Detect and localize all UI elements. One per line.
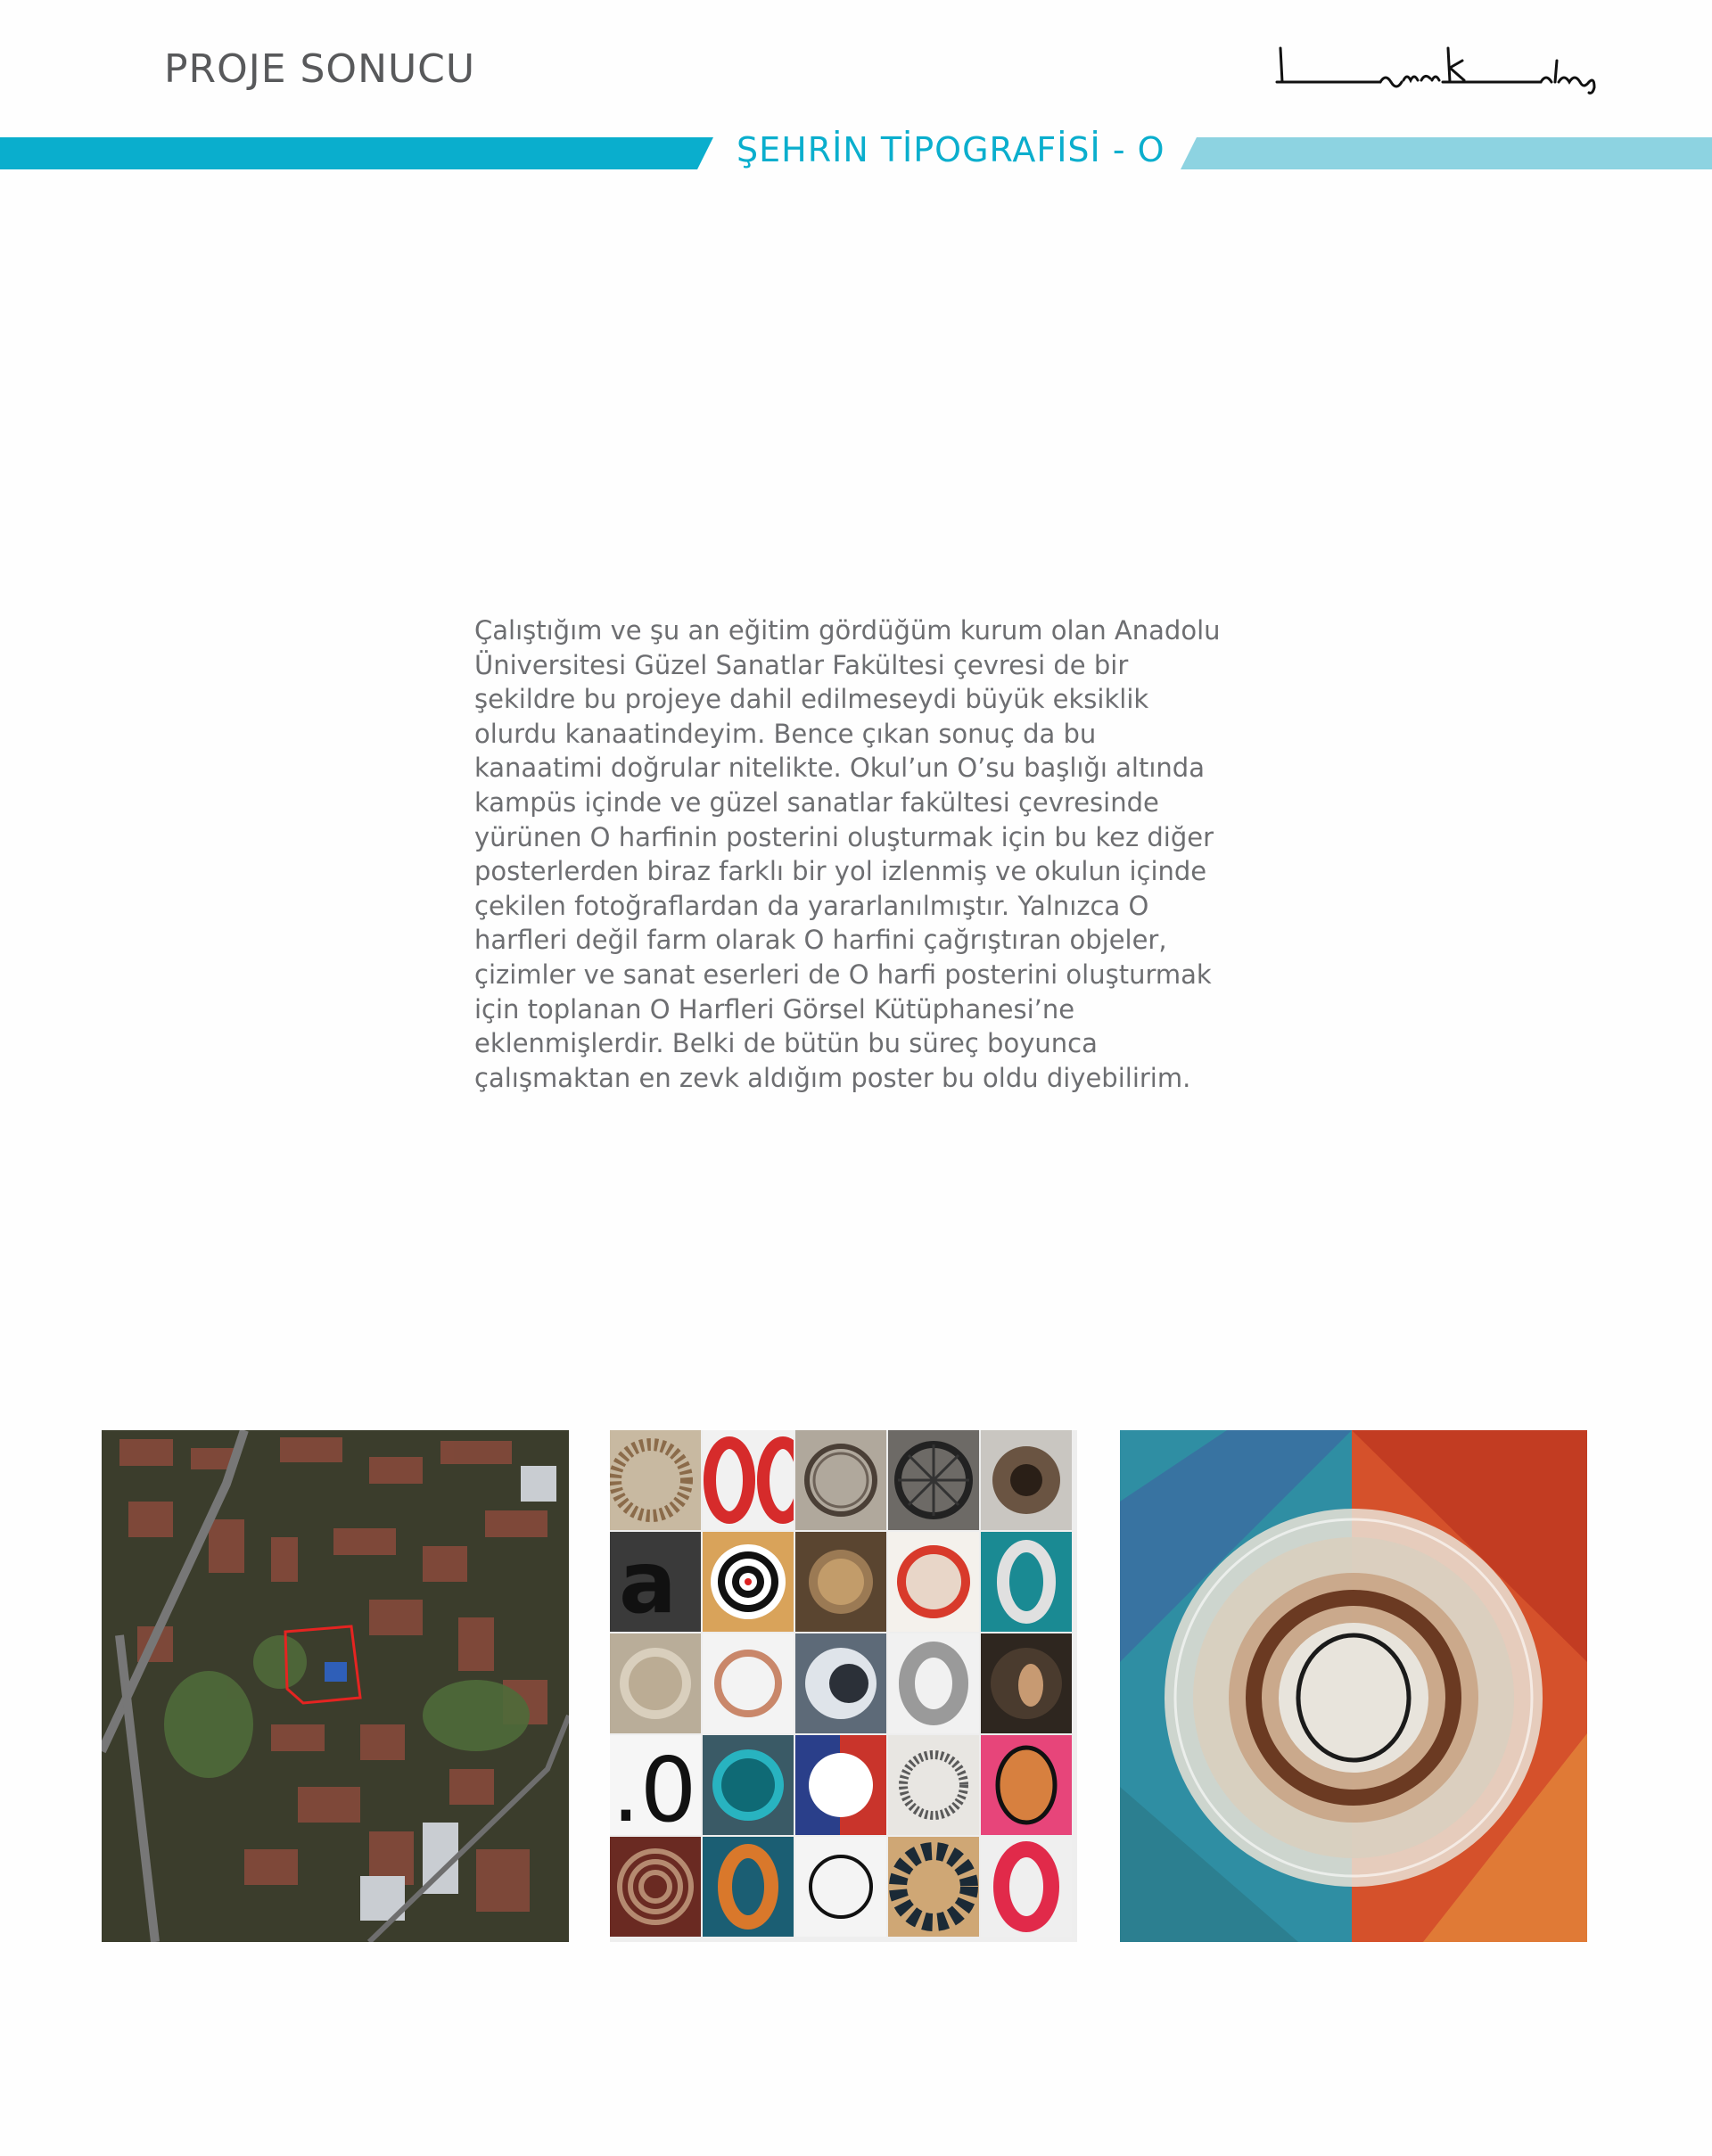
header-band-left bbox=[0, 137, 713, 169]
collage-tile bbox=[610, 1532, 701, 1632]
collage-tile bbox=[795, 1735, 886, 1835]
collage-tile bbox=[888, 1532, 979, 1632]
collage-tile bbox=[888, 1735, 979, 1835]
body-line: Çalıştığım ve şu an eğitim gördüğüm kurum olan Anadolu bbox=[474, 615, 1221, 646]
body-line: posterlerden biraz farklı bir yol izlenmiş ve okulun içinde bbox=[474, 856, 1207, 887]
collage-tile bbox=[703, 1633, 794, 1733]
collage-tile bbox=[610, 1837, 701, 1937]
body-line: Üniversitesi Güzel Sanatlar Fakültesi çevresi de bir bbox=[474, 649, 1129, 680]
body-line: çekilen fotoğraflardan da yararlanılmıştır. Yalnızca O bbox=[474, 890, 1149, 921]
body-line: olurdu kanaatindeyim. Bence çıkan sonuç da bu bbox=[474, 718, 1097, 749]
body-line: yürünen O harfinin posterini oluşturmak için bu kez diğer bbox=[474, 821, 1214, 852]
collage-tile bbox=[981, 1633, 1072, 1733]
collage-tile bbox=[703, 1532, 794, 1632]
collage-tile bbox=[795, 1430, 886, 1530]
collage-tile bbox=[888, 1633, 979, 1733]
body-line: çalışmaktan en zevk aldığım poster bu oldu diyebilirim. bbox=[474, 1062, 1191, 1093]
body-line: için toplanan O Harfleri Görsel Kütüphanesi’ne bbox=[474, 993, 1075, 1025]
body-paragraph bbox=[474, 613, 1259, 1095]
collage-tile bbox=[888, 1430, 979, 1530]
svg-text:a: a bbox=[619, 1533, 677, 1632]
map-graphic bbox=[102, 1430, 569, 1942]
aerial-campus-map-image bbox=[102, 1430, 569, 1942]
collage-tile bbox=[610, 1735, 701, 1835]
collage-tile bbox=[981, 1735, 1072, 1835]
header-band-right bbox=[1181, 137, 1712, 169]
collage-tile bbox=[703, 1837, 794, 1937]
collage-tile bbox=[981, 1837, 1072, 1937]
collage-tile bbox=[610, 1430, 701, 1530]
collage-tile bbox=[610, 1633, 701, 1733]
collage-tile bbox=[888, 1837, 979, 1937]
body-line: kampüs içinde ve güzel sanatlar fakültesi çevresinde bbox=[474, 786, 1159, 818]
collage-tile bbox=[703, 1430, 794, 1530]
collage-tile bbox=[703, 1735, 794, 1835]
body-line: harfleri değil farm olarak O harfini çağrıştıran objeler, bbox=[474, 925, 1167, 956]
o-letters-visual-library-collage bbox=[610, 1430, 1077, 1942]
body-line: kanaatimi doğrular nitelikte. Okul’un O’su başlığı altında bbox=[474, 753, 1205, 784]
svg-text:.0: .0 bbox=[612, 1738, 697, 1835]
poster-graphic bbox=[1120, 1430, 1587, 1942]
collage-tile bbox=[795, 1633, 886, 1733]
signature-icon bbox=[1273, 41, 1630, 95]
body-line: şekildre bu projeye dahil edilmeseydi büyük eksiklik bbox=[474, 684, 1149, 715]
section-title: ŞEHRİN TİPOGRAFİSİ - O bbox=[737, 130, 1165, 169]
page-title: PROJE SONUCU bbox=[164, 46, 476, 92]
body-line: çizimler ve sanat eserleri de O harfi posterini oluşturmak bbox=[474, 959, 1212, 990]
body-line: eklenmişlerdir. Belki de bütün bu süreç boyunca bbox=[474, 1028, 1098, 1059]
collage-tile bbox=[981, 1430, 1072, 1530]
o-letter-poster-image bbox=[1120, 1430, 1587, 1942]
collage-tile bbox=[795, 1532, 886, 1632]
collage-tile bbox=[981, 1532, 1072, 1632]
collage-tile bbox=[795, 1837, 886, 1937]
